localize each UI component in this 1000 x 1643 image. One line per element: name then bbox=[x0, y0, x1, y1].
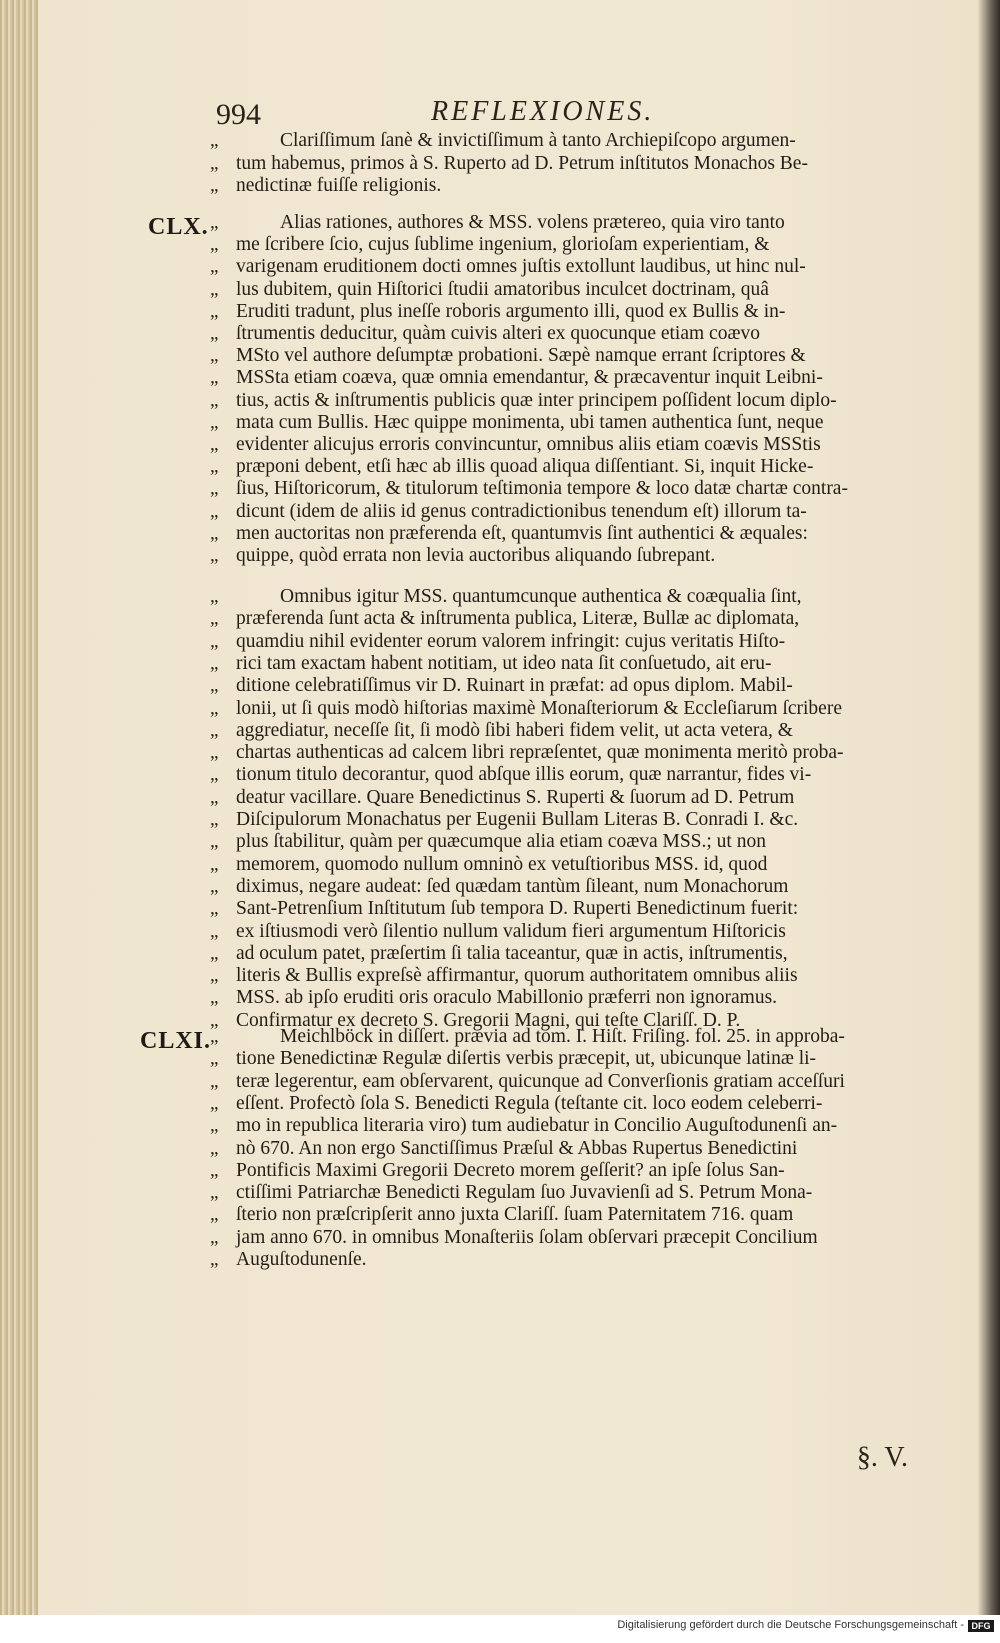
quote-mark: „ bbox=[210, 1070, 219, 1092]
quote-mark: „ bbox=[210, 652, 219, 674]
line-text: ſius, Hiſtoricorum, & titulorum teſtimonia tempore & loco datæ chartæ contra- bbox=[236, 478, 848, 500]
line-text: literis & Bullis expreſsè affirmantur, quorum authoritatem omnibus aliis bbox=[236, 965, 798, 987]
line-text: aggrediatur, neceſſe ſit, ſi modò ſibi haberi fidem velit, ut acta vetera, & bbox=[236, 719, 793, 741]
line-text: plus ſtabilitur, quàm per quæcumque alia etiam coæva MSS.; ut non bbox=[236, 831, 766, 853]
text-line bbox=[210, 787, 910, 810]
line-text: ſtrumentis deducitur, quàm cuivis alteri ex quocunque etiam coævo bbox=[236, 323, 760, 344]
quote-mark: „ bbox=[210, 719, 219, 741]
text-line bbox=[210, 831, 910, 854]
line-text: quamdiu nihil evidenter eorum valorem infringit: cujus veritatis Hiſto- bbox=[236, 630, 786, 652]
line-text: Alias rationes, authores & MSS. volens prætereo, quia viro tanto bbox=[280, 212, 785, 233]
quote-mark: „ bbox=[210, 764, 219, 786]
quote-mark: „ bbox=[210, 1048, 219, 1070]
quote-mark: „ bbox=[210, 1204, 219, 1226]
text-line bbox=[210, 279, 910, 302]
quote-mark: „ bbox=[210, 345, 219, 367]
quote-mark: „ bbox=[210, 786, 219, 808]
quote-mark: „ bbox=[210, 1026, 219, 1047]
quote-mark: „ bbox=[210, 434, 219, 455]
quote-mark: „ bbox=[210, 898, 219, 920]
quote-mark: „ bbox=[210, 987, 219, 1009]
quote-mark: „ bbox=[210, 152, 219, 174]
dfg-logo: DFG bbox=[968, 1620, 994, 1632]
quote-mark: „ bbox=[210, 500, 219, 522]
text-line bbox=[210, 943, 910, 966]
text-line bbox=[210, 1071, 910, 1094]
text-line bbox=[210, 1115, 910, 1138]
quote-mark: „ bbox=[210, 920, 219, 942]
quote-mark: „ bbox=[210, 853, 219, 875]
text-line bbox=[210, 764, 910, 787]
line-text: Eruditi tradunt, plus ineſſe roboris argumento illi, quod ex Bullis & in- bbox=[236, 300, 786, 322]
text-line bbox=[210, 653, 910, 676]
quote-mark: „ bbox=[210, 367, 219, 389]
quote-mark: „ bbox=[210, 323, 219, 344]
text-line bbox=[210, 1093, 910, 1116]
line-text: varigenam eruditionem docti omnes juſtis extollunt laudibus, ut hinc nul- bbox=[236, 256, 806, 278]
quote-mark: „ bbox=[210, 875, 219, 897]
line-text: lus dubitem, quin Hiſtorici ſtudii amatoribus inculcet doctrinam, quâ bbox=[236, 278, 769, 300]
quote-mark: „ bbox=[210, 1009, 219, 1031]
text-line bbox=[210, 1182, 910, 1205]
quote-mark: „ bbox=[210, 742, 219, 764]
line-text: me ſcribere ſcio, cujus ſublime ingenium, glorioſam experientiam, & bbox=[236, 234, 770, 256]
text-line bbox=[210, 876, 910, 899]
line-text: ad oculum patet, præſertim ſi talia taceantur, quæ in actis, inſtrumentis, bbox=[236, 942, 788, 964]
line-text: nò 670. An non ergo Sanctiſſimus Præſul & Abbas Rupertus Benedictini bbox=[236, 1137, 798, 1159]
line-text: quippe, quòd errata non levia auctoribus aliquando ſubrepant. bbox=[236, 545, 716, 566]
line-text: chartas authenticas ad calcem libri repræſentet, quæ monimenta meritò proba- bbox=[236, 742, 844, 764]
text-line bbox=[210, 1048, 910, 1071]
line-text: præponi debent, etſi hæc ab illis quoad aliqua diſſentiant. Si, inquit Hicke- bbox=[236, 456, 814, 478]
page-header bbox=[216, 92, 906, 132]
line-text: nedictinæ fuiſſe religionis. bbox=[236, 175, 442, 196]
digitization-credit: Digitalisierung gefördert durch die Deutsche Forschungsgemeinschaft - bbox=[617, 1619, 964, 1631]
line-text: lonii, ut ſi quis modò hiſtorias maximè Monaſteriorum & Eccleſiarum ſcribere bbox=[236, 697, 842, 719]
text-line bbox=[210, 631, 910, 654]
line-text: ditione celebratiſſimus vir D. Ruinart in præfat: ad opus diplom. Mabil- bbox=[236, 675, 793, 697]
line-text: tione Benedictinæ Regulæ diſertis verbis præcepit, ut, ubicunque latinæ li- bbox=[236, 1048, 817, 1070]
line-text: Clariſſimum ſanè & invictiſſimum à tanto Archiepiſcopo argumen- bbox=[280, 130, 796, 151]
text-line bbox=[210, 478, 910, 501]
quote-mark: „ bbox=[210, 130, 219, 151]
quote-mark: „ bbox=[210, 1182, 219, 1204]
line-text: memorem, quomodo nullum omninò ex vetuſtioribus MSS. id, quod bbox=[236, 853, 768, 875]
text-line bbox=[210, 256, 910, 279]
line-text: Omnibus igitur MSS. quantumcunque authentica & coæqualia ſint, bbox=[280, 586, 802, 607]
line-text: rici tam exactam habent notitiam, ut ideo nata ſit conſuetudo, ait eru- bbox=[236, 652, 772, 674]
text-line bbox=[210, 698, 910, 721]
quote-mark: „ bbox=[210, 256, 219, 278]
text-line bbox=[210, 809, 910, 832]
quote-mark: „ bbox=[210, 809, 219, 830]
text-line bbox=[210, 987, 910, 1010]
quote-mark: „ bbox=[210, 478, 219, 500]
quote-mark: „ bbox=[210, 1159, 219, 1181]
line-text: Auguſtodunenſe. bbox=[236, 1249, 367, 1270]
quote-mark: „ bbox=[210, 965, 219, 987]
text-line bbox=[210, 1138, 910, 1161]
quote-mark: „ bbox=[210, 1115, 219, 1137]
page-edge bbox=[978, 0, 1000, 1615]
quote-mark: „ bbox=[210, 831, 219, 853]
text-line bbox=[210, 720, 910, 743]
text-line bbox=[210, 854, 910, 877]
line-text: MSS. ab ipſo eruditi oris oraculo Mabillonio præferri non ignoramus. bbox=[236, 987, 778, 1009]
line-text: deatur vacillare. Quare Benedictinus S. Ruperti & ſuorum ad D. Petrum bbox=[236, 786, 795, 808]
catchword: §. V. bbox=[856, 1442, 908, 1473]
text-line bbox=[210, 212, 910, 235]
running-title: REFLEXIONES. bbox=[431, 96, 655, 127]
text-line bbox=[210, 1249, 910, 1272]
page-spine bbox=[0, 0, 38, 1615]
text-line bbox=[210, 1204, 910, 1227]
text-line bbox=[210, 434, 910, 457]
line-text: mata cum Bullis. Hæc quippe monimenta, ubi tamen authentica ſunt, neque bbox=[236, 411, 824, 433]
page-number: 994 bbox=[216, 98, 261, 131]
line-text: Diſcipulorum Monachatus per Eugenii Bullam Literas B. Conradi I. &c. bbox=[236, 809, 799, 830]
quote-mark: „ bbox=[210, 630, 219, 652]
quote-mark: „ bbox=[210, 675, 219, 697]
quote-mark: „ bbox=[210, 411, 219, 433]
quote-mark: „ bbox=[210, 1137, 219, 1159]
text-line bbox=[210, 1227, 910, 1250]
text-line bbox=[210, 742, 910, 765]
line-text: præferenda ſunt acta & inſtrumenta publica, Literæ, Bullæ ac diplomata, bbox=[236, 608, 800, 630]
line-text: tionum titulo decorantur, quod abſque illis eorum, quæ narrantur, fides vi- bbox=[236, 764, 812, 786]
quote-mark: „ bbox=[210, 697, 219, 719]
section-label-clxi: CLXI. bbox=[140, 1028, 212, 1054]
text-line bbox=[210, 608, 910, 631]
text-line bbox=[210, 523, 910, 546]
quote-mark: „ bbox=[210, 175, 219, 196]
line-text: tius, actis & inſtrumentis publicis quæ inter principem poſſident locum diplo- bbox=[236, 389, 837, 411]
text-line bbox=[210, 130, 910, 153]
line-text: tum habemus, primos à S. Ruperto ad D. Petrum inſtitutos Monachos Be- bbox=[236, 152, 808, 174]
text-line bbox=[210, 545, 910, 568]
line-text: ſterio non præſcripſerit anno juxta Clariſſ. ſuam Paternitatem 716. quam bbox=[236, 1204, 794, 1226]
line-text: jam anno 670. in omnibus Monaſteriis ſolam obſervari præcepit Concilium bbox=[236, 1226, 818, 1248]
line-text: ex iſtiusmodi verò ſilentio nullum validum fieri argumentum Hiſtoricis bbox=[236, 920, 786, 942]
quote-mark: „ bbox=[210, 1092, 219, 1114]
text-line bbox=[210, 345, 910, 368]
text-line bbox=[210, 965, 910, 988]
quote-mark: „ bbox=[210, 586, 219, 607]
quote-mark: „ bbox=[210, 545, 219, 566]
quote-mark: „ bbox=[210, 278, 219, 300]
line-text: eſſent. Profectò ſola S. Benedicti Regula (teſtante cit. loco eodem celeberri- bbox=[236, 1092, 823, 1114]
quote-mark: „ bbox=[210, 942, 219, 964]
text-line bbox=[210, 175, 910, 198]
line-text: MSto vel authore deſumptæ probationi. Sæpè namque errant ſcriptores & bbox=[236, 345, 806, 367]
text-line bbox=[210, 501, 910, 524]
text-line bbox=[210, 412, 910, 435]
text-line bbox=[210, 456, 910, 479]
quote-mark: „ bbox=[210, 212, 219, 233]
line-text: dicunt (idem de aliis id genus contradictionibus tenendum eſt) illorum ta- bbox=[236, 500, 807, 522]
text-line bbox=[210, 301, 910, 324]
line-text: diximus, negare audeat: ſed quædam tantùm ſileant, num Monachorum bbox=[236, 875, 789, 897]
section-label-clx: CLX. bbox=[148, 214, 209, 240]
quote-mark: „ bbox=[210, 1226, 219, 1248]
line-text: Sant-Petrenſium Inſtitutum ſub tempora D. Ruperti Benedictinum fuerit: bbox=[236, 898, 799, 920]
quote-mark: „ bbox=[210, 608, 219, 630]
line-text: Meichlböck in diſſert. prævia ad tom. I. Hiſt. Friſing. fol. 25. in approba- bbox=[280, 1026, 845, 1047]
quote-mark: „ bbox=[210, 300, 219, 322]
quote-mark: „ bbox=[210, 389, 219, 411]
text-line bbox=[210, 367, 910, 390]
text-line bbox=[210, 898, 910, 921]
line-text: evidenter alicujus erroris convincuntur, omnibus aliis etiam coævis MSStis bbox=[236, 434, 821, 455]
text-line bbox=[210, 921, 910, 944]
text-line bbox=[210, 1026, 910, 1049]
line-text: teræ legerentur, eam obſervarent, quicunque ad Converſionis gratiam acceſſuri bbox=[236, 1070, 845, 1092]
text-line bbox=[210, 323, 910, 346]
text-line bbox=[210, 153, 910, 176]
quote-mark: „ bbox=[210, 456, 219, 478]
line-text: Confirmatur ex decreto S. Gregorii Magni, qui teſte Clariſſ. D. P. bbox=[236, 1009, 741, 1031]
line-text: ctiſſimi Patriarchæ Benedicti Regulam ſuo Juvavienſi ad S. Petrum Mona- bbox=[236, 1182, 813, 1204]
quote-mark: „ bbox=[210, 1249, 219, 1270]
line-text: MSSta etiam coæva, quæ omnia emendantur, & præcaventur inquit Leibni- bbox=[236, 367, 823, 389]
line-text: Pontificis Maximi Gregorii Decreto morem geſſerit? an ipſe ſolus San- bbox=[236, 1159, 785, 1181]
text-line bbox=[210, 234, 910, 257]
text-line bbox=[210, 390, 910, 413]
quote-mark: „ bbox=[210, 234, 219, 256]
text-line bbox=[210, 586, 910, 609]
text-line bbox=[210, 1160, 910, 1183]
text-line bbox=[210, 675, 910, 698]
line-text: men auctoritas non præferenda eſt, quantumvis ſint authentici & æquales: bbox=[236, 522, 808, 544]
line-text: mo in republica literaria viro) tum audiebatur in Concilio Auguſtodunenſi an- bbox=[236, 1115, 838, 1137]
quote-mark: „ bbox=[210, 522, 219, 544]
